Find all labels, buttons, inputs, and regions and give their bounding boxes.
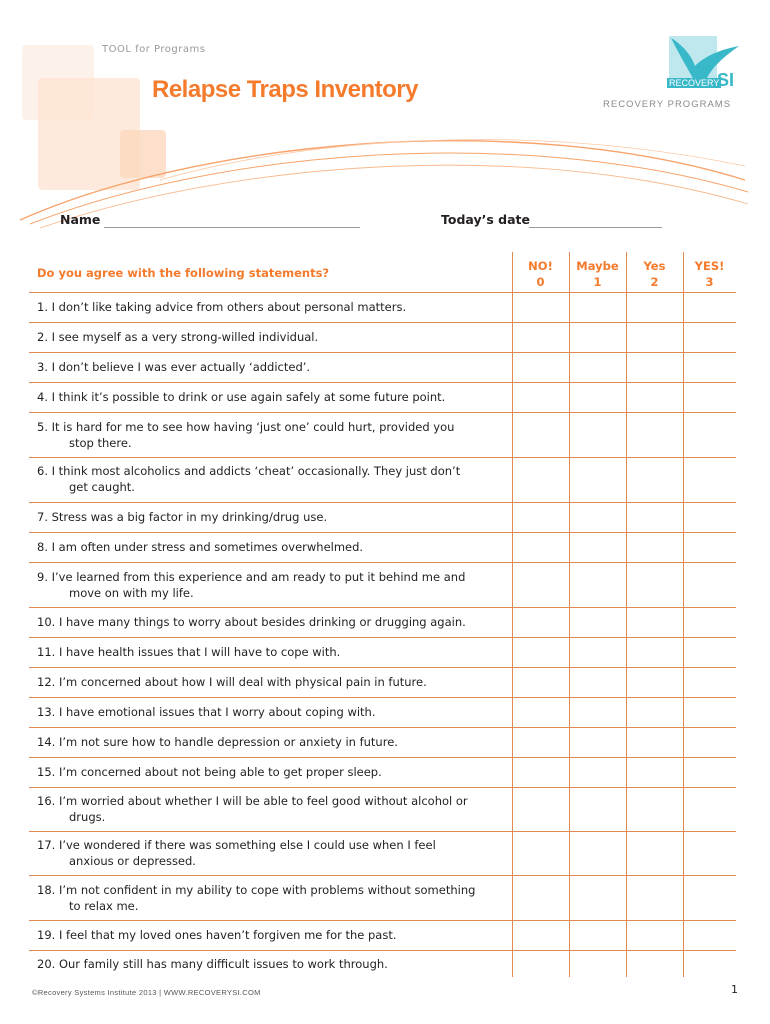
col-no xyxy=(512,252,569,292)
date-field[interactable] xyxy=(529,227,662,228)
name-label: Name xyxy=(60,212,101,227)
statement-cont: move on with my life. xyxy=(69,586,194,600)
col-value: 3 xyxy=(705,275,714,289)
table-row xyxy=(29,562,736,607)
statement: 12. I’m concerned about how I will deal with physical pain in future. xyxy=(37,675,427,689)
recovery-si-logo xyxy=(661,34,741,96)
statement: 6. I think most alcoholics and addicts ‘cheat’ occasionally. They just don’t xyxy=(37,464,461,478)
table-row xyxy=(29,920,736,950)
col-value: 0 xyxy=(536,275,545,289)
statement: 18. I’m not confident in my ability to cope with problems without something xyxy=(37,883,476,897)
date-label: Today’s date xyxy=(441,212,530,227)
col-label: Yes xyxy=(643,259,666,273)
table-row xyxy=(29,412,736,457)
logo-subtitle: RECOVERY PROGRAMS xyxy=(603,99,732,110)
statement: 5. It is hard for me to see how having ‘just one’ could hurt, provided you xyxy=(37,420,455,434)
statement: 11. I have health issues that I will have to cope with. xyxy=(37,645,341,659)
table-row xyxy=(29,352,736,382)
table-row xyxy=(29,875,736,920)
table-row xyxy=(29,292,736,322)
table-row xyxy=(29,607,736,637)
statement: 15. I’m concerned about not being able to get proper sleep. xyxy=(37,765,382,779)
statement: 20. Our family still has many difficult issues to work through. xyxy=(37,957,388,971)
table-header xyxy=(29,252,736,292)
statement: 17. I’ve wondered if there was something else I could use when I feel xyxy=(37,838,436,852)
col-label: YES! xyxy=(694,259,725,273)
logo-si: SI xyxy=(717,70,735,90)
statement-cont: anxious or depressed. xyxy=(69,854,196,868)
statement-cont: get caught. xyxy=(69,480,135,494)
col-yes-strong xyxy=(683,252,736,292)
statement: 10. I have many things to worry about besides drinking or drugging again. xyxy=(37,615,466,629)
statement: 4. I think it’s possible to drink or use again safely at some future point. xyxy=(37,390,446,404)
table-row xyxy=(29,950,736,977)
table-row xyxy=(29,727,736,757)
table-row xyxy=(29,532,736,562)
footer-copyright: ©Recovery Systems Institute 2013 | WWW.RECOVERYSI.COM xyxy=(32,988,261,997)
table-row xyxy=(29,322,736,352)
statement: 8. I am often under stress and sometimes overwhelmed. xyxy=(37,540,364,554)
statement-cont: stop there. xyxy=(69,436,132,450)
statement: 1. I don’t like taking advice from others about personal matters. xyxy=(37,300,407,314)
table-row xyxy=(29,637,736,667)
col-value: 1 xyxy=(593,275,602,289)
table-row xyxy=(29,382,736,412)
col-label: Maybe xyxy=(576,259,619,273)
statement: 3. I don’t believe I was ever actually ‘addicted’. xyxy=(37,360,311,374)
statement: 9. I’ve learned from this experience and am ready to put it behind me and xyxy=(37,570,466,584)
table-row xyxy=(29,831,736,875)
statement: 14. I’m not sure how to handle depression or anxiety in future. xyxy=(37,735,398,749)
statement-cont: to relax me. xyxy=(69,899,139,913)
statement: 13. I have emotional issues that I worry about coping with. xyxy=(37,705,376,719)
table-row xyxy=(29,787,736,831)
statement-cont: drugs. xyxy=(69,810,106,824)
statement: 19. I feel that my loved ones haven’t forgiven me for the past. xyxy=(37,928,397,942)
table-row xyxy=(29,502,736,532)
col-label: NO! xyxy=(528,259,553,273)
col-maybe xyxy=(569,252,626,292)
table-row xyxy=(29,457,736,502)
page-title: Relapse Traps Inventory xyxy=(152,76,418,103)
swoosh-decoration xyxy=(0,120,770,230)
col-yes xyxy=(626,252,683,292)
statement: 2. I see myself as a very strong-willed individual. xyxy=(37,330,319,344)
question-header: Do you agree with the following statements? xyxy=(37,266,330,280)
statement: 16. I’m worried about whether I will be able to feel good without alcohol or xyxy=(37,794,468,808)
tool-label: TOOL for Programs xyxy=(102,44,206,55)
name-field[interactable] xyxy=(104,227,360,228)
table-row xyxy=(29,667,736,697)
col-value: 2 xyxy=(650,275,659,289)
page-number: 1 xyxy=(731,983,738,996)
table-row xyxy=(29,697,736,727)
logo-text: RECOVERY xyxy=(669,78,720,88)
statement: 7. Stress was a big factor in my drinking/drug use. xyxy=(37,510,328,524)
table-row xyxy=(29,757,736,787)
